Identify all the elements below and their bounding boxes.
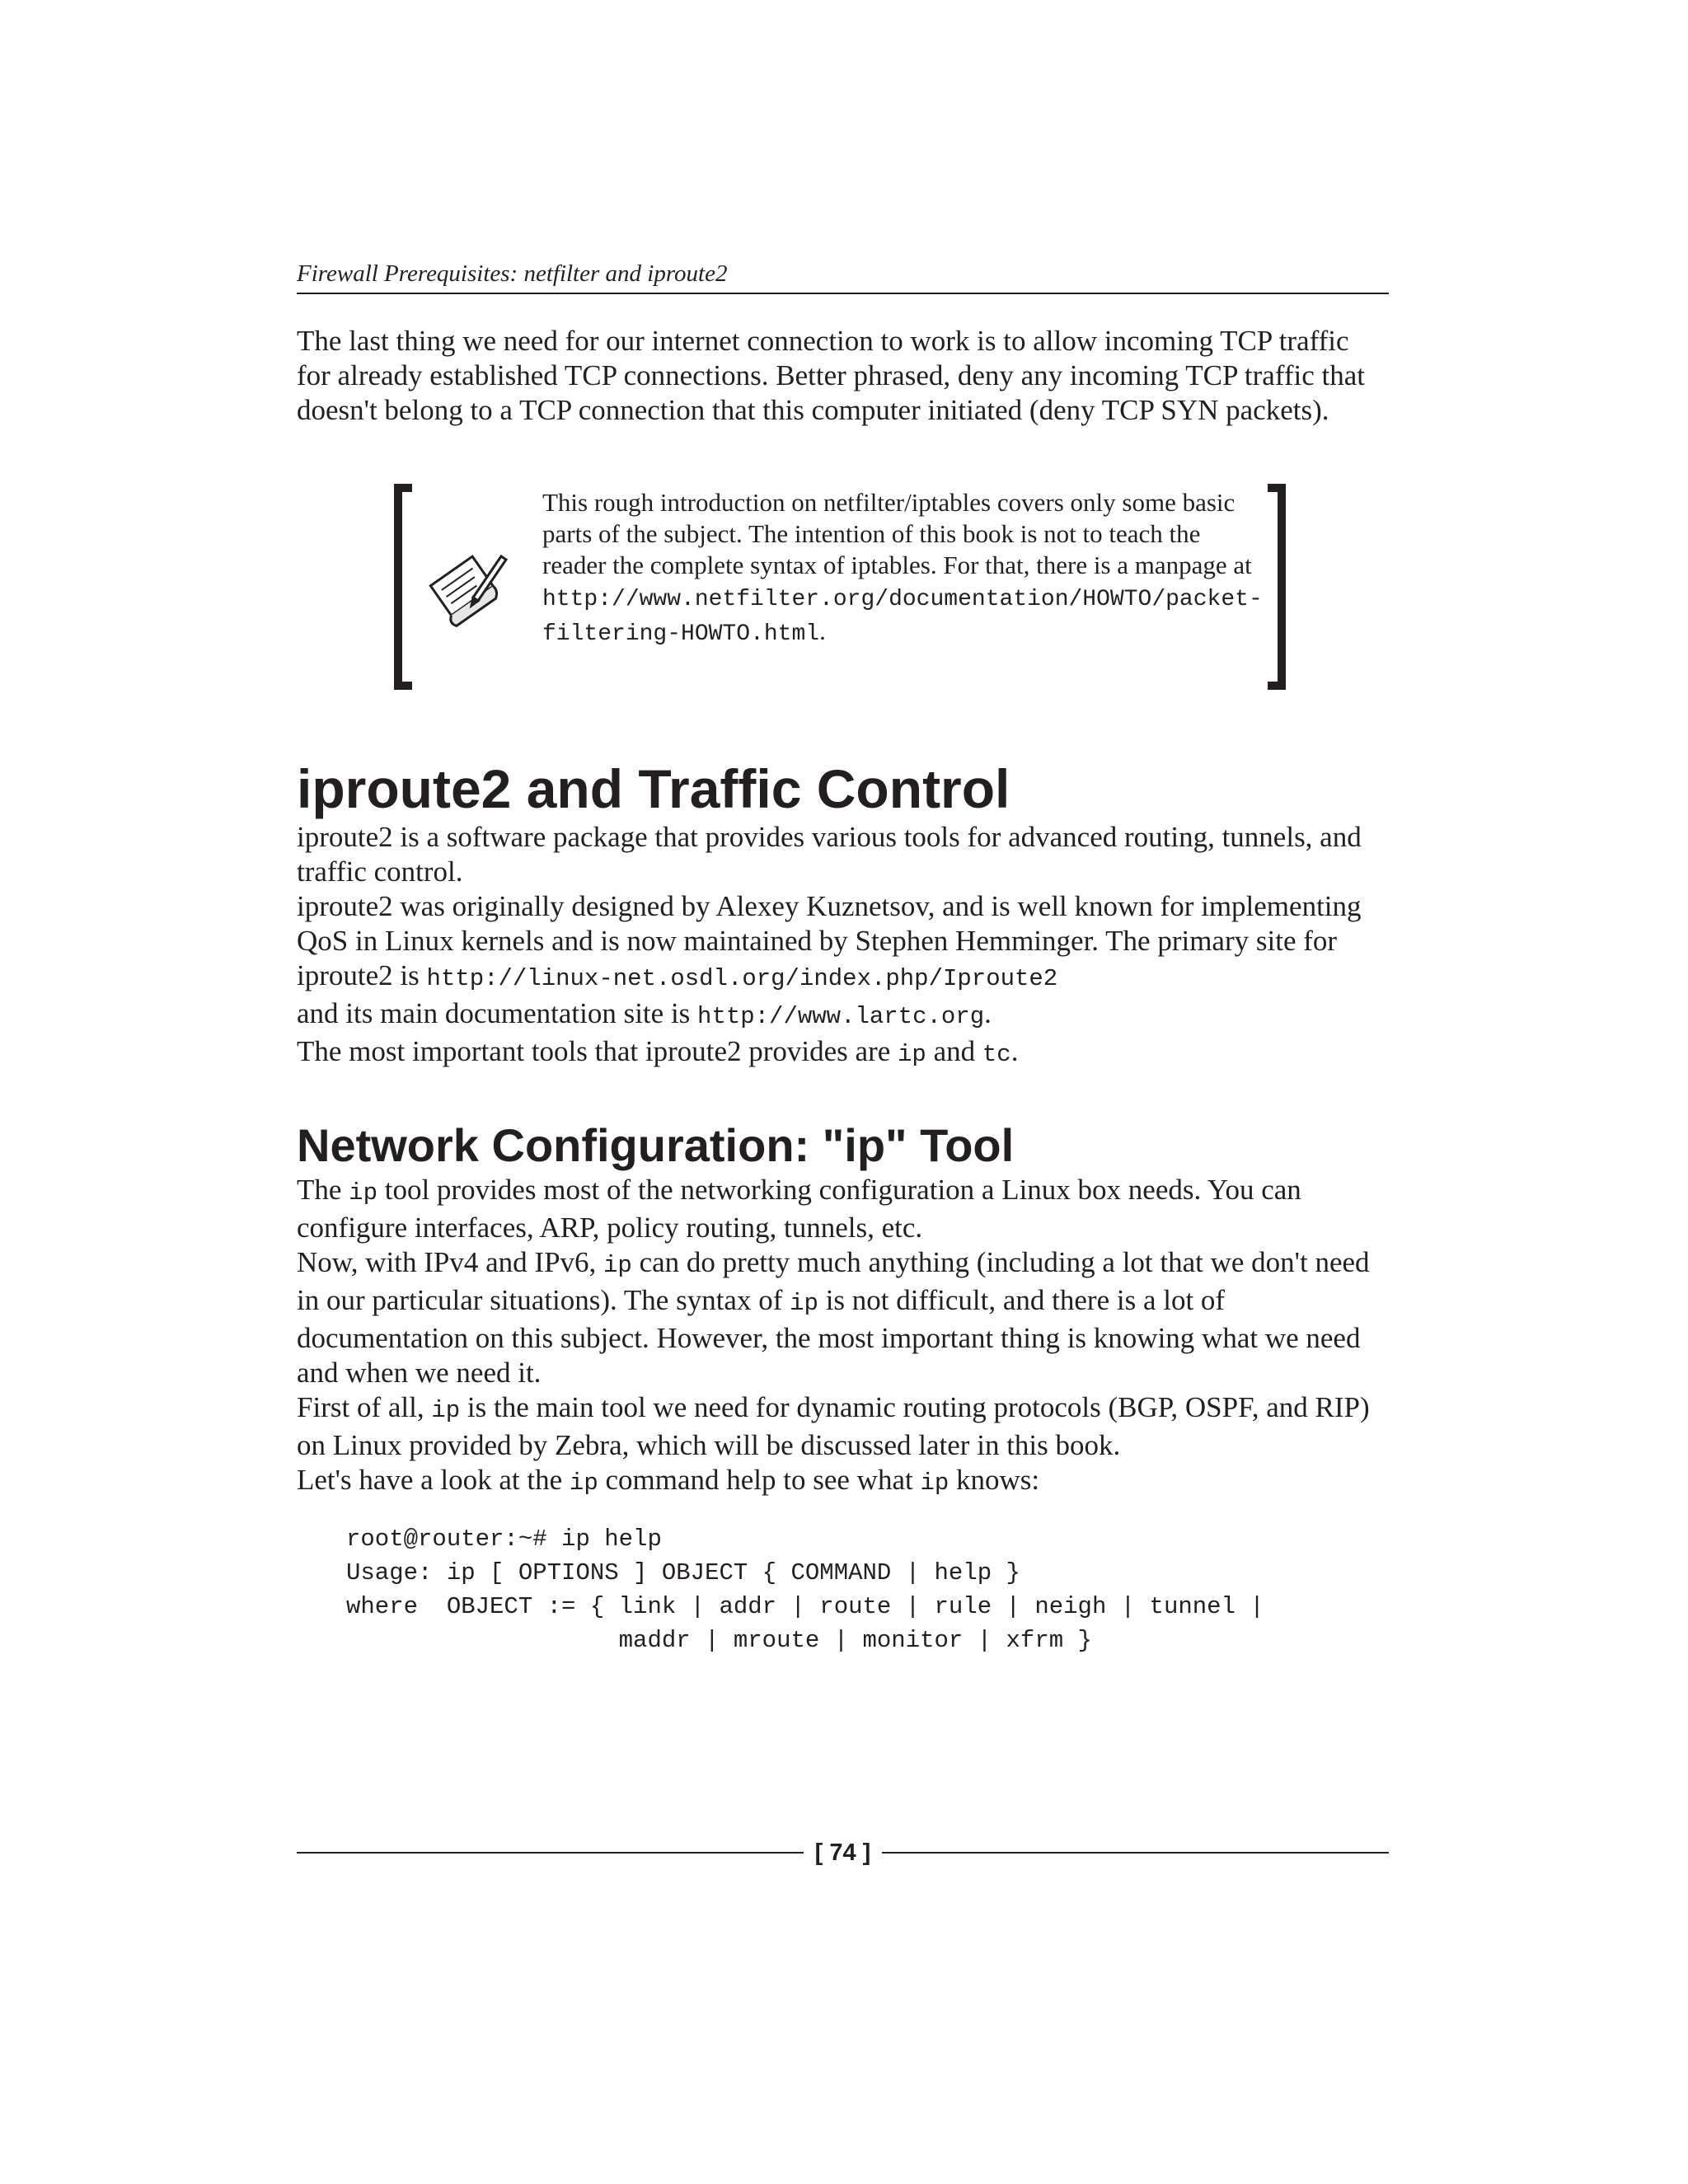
iproute2-para-3-text-b: and (926, 1035, 982, 1067)
page-number: [ 74 ] (814, 1839, 871, 1866)
ip-para-4-text-b: command help to see what (598, 1464, 921, 1496)
ip-para-3-text-b: is the main tool we need for dynamic routing protocols (BGP, OSPF, and RIP) on Linux provided by Zebra, which will be discussed later in this book. (297, 1391, 1370, 1461)
netfilter-howto-link[interactable]: http://www.netfilter.org/documentation/HOWTO/packet-filtering-HOWTO.html (542, 587, 1263, 647)
page-footer (297, 1836, 1389, 1869)
footer-rule-left (297, 1852, 804, 1854)
footer-rule-right (882, 1852, 1389, 1854)
code-ip: ip (349, 1179, 377, 1207)
ip-para-3-text-a: First of all, (297, 1391, 432, 1423)
heading-ip-tool: Network Configuration: "ip" Tool (297, 1119, 1015, 1171)
heading-iproute2: iproute2 and Traffic Control (297, 758, 1010, 819)
ip-para-2 (297, 1245, 1389, 1390)
code-tc: tc (982, 1041, 1011, 1068)
iproute2-primary-link[interactable]: http://linux-net.osdl.org/index.php/Iproute2 (426, 965, 1058, 992)
note-text (542, 487, 1268, 650)
page-content (297, 260, 1389, 1657)
ip-para-4-text-a: Let's have a look at the (297, 1464, 570, 1496)
note-text-part2: . (819, 616, 826, 645)
code-block (346, 1522, 1389, 1657)
iproute2-para-3 (297, 1034, 1389, 1072)
code-line-1: root@router:~# ip help (346, 1526, 662, 1553)
ip-para-2-text-b: can do pretty much anything (including a lot that we don't need in our particular situations). The syntax of (297, 1246, 1370, 1316)
iproute2-para-2-text-b: and its main documentation site is (297, 997, 698, 1029)
iproute2-para-3-text-a: The most important tools that iproute2 provides are (297, 1035, 898, 1067)
code-line-2: Usage: ip [ OPTIONS ] OBJECT { COMMAND | help } (346, 1559, 1020, 1586)
running-header: Firewall Prerequisites: netfilter and iproute2 (297, 260, 1389, 294)
ip-para-1-text-a: The (297, 1174, 349, 1206)
code-ip: ip (790, 1290, 818, 1317)
info-note-box (297, 476, 1389, 698)
code-ip: ip (898, 1041, 926, 1068)
code-line-3: where OBJECT := { link | addr | route | rule | neigh | tunnel | (346, 1593, 1264, 1620)
code-ip: ip (431, 1397, 461, 1424)
note-text-part1: This rough introduction on netfilter/iptables covers only some basic parts of the subject. The intention of this book is not to teach the reader the complete syntax of iptables. For that, there is a manpage at (542, 488, 1252, 579)
ip-para-4-text-c: knows: (949, 1464, 1040, 1496)
lartc-link[interactable]: http://www.lartc.org (697, 1003, 985, 1030)
intro-paragraph: The last thing we need for our internet connection to work is to allow incoming TCP traffic for already established TCP connections. Better phrased, deny any incoming TCP traffic that doesn't belong to a TCP connection that this computer initiated (deny TCP SYN packets). (297, 325, 1365, 426)
ip-para-3 (297, 1390, 1389, 1463)
notes-icon (422, 540, 513, 630)
ip-para-2-text-a: Now, with IPv4 and IPv6, (297, 1246, 604, 1278)
iproute2-para-2-text-c: . (984, 997, 992, 1029)
code-line-4: maddr | mroute | monitor | xfrm } (346, 1627, 1092, 1654)
code-ip: ip (920, 1469, 950, 1497)
iproute2-para-1: iproute2 is a software package that provides various tools for advanced routing, tunnels, and traffic control. (297, 821, 1362, 888)
ip-para-1 (297, 1173, 1389, 1245)
right-bracket (1268, 484, 1286, 690)
left-bracket (394, 484, 412, 690)
iproute2-para-2-text-a: iproute2 was originally designed by Alexey Kuznetsov, and is well known for implementing QoS in Linux kernels and is now maintained by Stephen Hemminger. The primary site for iproute2 is (297, 890, 1362, 991)
code-ip: ip (603, 1252, 632, 1279)
iproute2-para-3-text-c: . (1010, 1035, 1019, 1067)
ip-para-1-text-b: tool provides most of the networking configuration a Linux box needs. You can configure interfaces, ARP, policy routing, tunnels, etc. (297, 1174, 1301, 1244)
ip-para-2-text-c: is not difficult, and there is a lot of documentation on this subject. However, the most important thing is knowing what we need and when we need it. (297, 1284, 1361, 1389)
iproute2-para-2 (297, 889, 1389, 1034)
code-ip: ip (569, 1469, 598, 1497)
ip-para-4 (297, 1463, 1389, 1501)
